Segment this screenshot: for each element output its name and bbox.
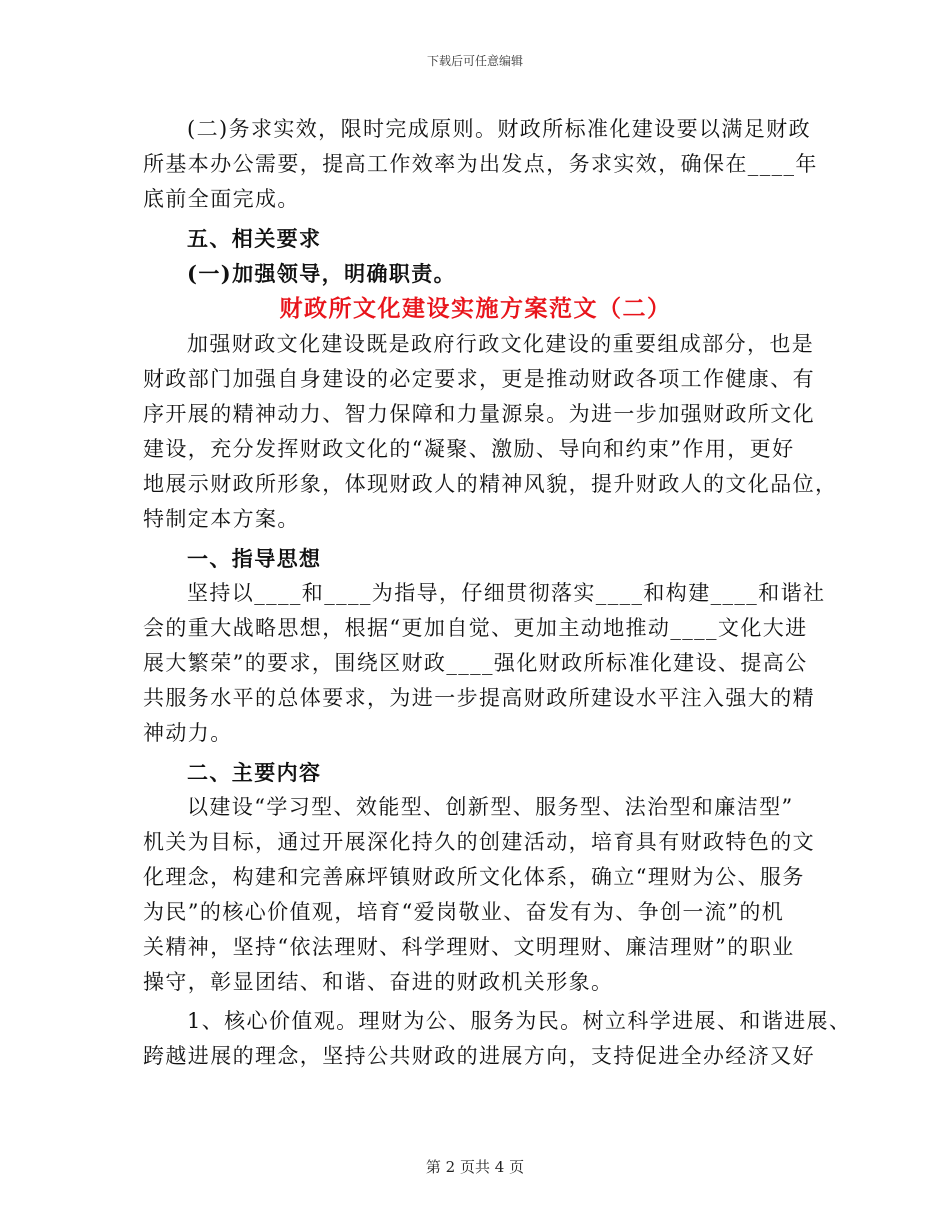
section-heading: 五、相关要求	[187, 226, 322, 251]
paragraph-line: 展大繁荣”的要求，围绕区财政____强化财政所标准化建设、提高公	[143, 651, 808, 675]
paragraph-line: 财政部门加强自身建设的必定要求，更是推动财政各项工作健康、有	[143, 367, 815, 391]
paragraph-line: 建设，充分发挥财政文化的“凝聚、激励、导向和约束”作用，更好	[143, 437, 795, 461]
paragraph-line: (二)务求实效，限时完成原则。财政所标准化建设要以满足财政	[187, 117, 811, 141]
paragraph-line: 特制定本方案。	[143, 507, 300, 531]
page-header: 下载后可任意编辑	[426, 54, 523, 68]
section-heading: 二、主要内容	[187, 760, 322, 785]
paragraph-line: 神动力。	[143, 721, 233, 745]
paragraph-line: 化理念，构建和完善麻坪镇财政所文化体系，确立“理财为公、服务	[143, 865, 805, 889]
paragraph-line: 底前全面完成。	[143, 187, 300, 211]
document-body	[143, 112, 852, 1074]
paragraph-line: 为民”的核心价值观，培育“爱岗敬业、奋发有为、争创一流”的机	[143, 900, 785, 924]
paragraph-line: 坚持以____和____为指导，仔细贯彻落实____和构建____和谐社	[187, 581, 826, 605]
document-title: 财政所文化建设实施方案范文（二）	[279, 295, 672, 322]
section-heading: 一、指导思想	[187, 546, 322, 571]
paragraph-line: 序开展的精神动力、智力保障和力量源泉。为进一步加强财政所文化	[143, 402, 815, 426]
paragraph-line: 会的重大战略思想，根据“更加自觉、更加主动地推动____文化大进	[143, 616, 808, 640]
paragraph-line: 以建设“学习型、效能型、创新型、服务型、法治型和廉洁型”	[187, 795, 794, 819]
section-heading: (一)加强领导，明确职责。	[187, 261, 457, 286]
paragraph-line: 关精神，坚持“依法理财、科学理财、文明理财、廉洁理财”的职业	[143, 935, 795, 959]
paragraph-line: 加强财政文化建设既是政府行政文化建设的重要组成部分，也是	[187, 332, 815, 356]
page-footer: 第 2 页共 4 页	[425, 1158, 525, 1176]
paragraph-line: 跨越进展的理念，坚持公共财政的进展方向，支持促进全办经济又好	[143, 1044, 815, 1068]
paragraph-line: 机关为目标，通过开展深化持久的创建活动，培育具有财政特色的文	[143, 830, 815, 854]
paragraph-line: 操守，彰显团结、和谐、奋进的财政机关形象。	[143, 970, 614, 994]
paragraph-line: 1、核心价值观。理财为公、服务为民。树立科学进展、和谐进展、	[187, 1009, 852, 1033]
paragraph-line: 共服务水平的总体要求，为进一步提高财政所建设水平注入强大的精	[143, 686, 815, 710]
paragraph-line: 地展示财政所形象，体现财政人的精神风貌，提升财政人的文化品位，	[143, 472, 838, 496]
paragraph-line: 所基本办公需要，提高工作效率为出发点，务求实效，确保在____年	[143, 152, 818, 176]
